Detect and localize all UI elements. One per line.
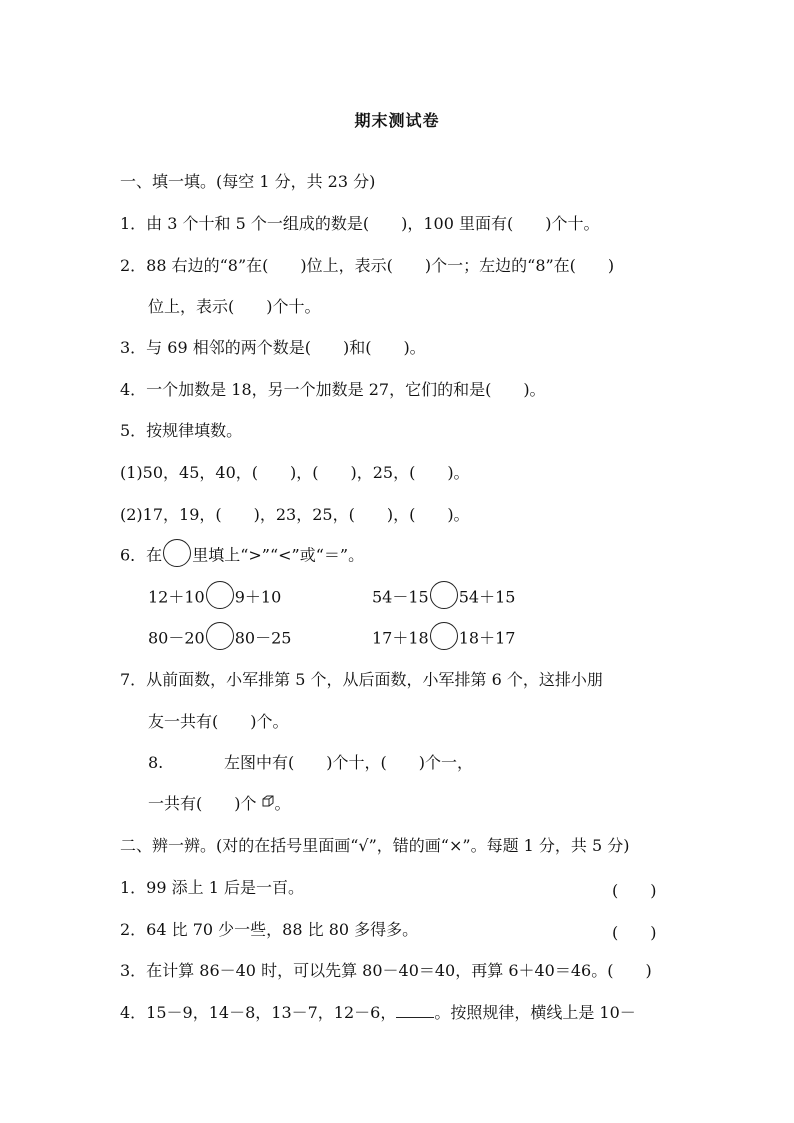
- question-8-line2: [148, 794, 291, 814]
- compare-circle-icon[interactable]: [430, 622, 458, 650]
- compare-left: 54－15: [372, 587, 429, 607]
- page-title: 期末测试卷: [354, 111, 440, 130]
- compare-item-b: [372, 587, 515, 609]
- compare-item-d: [372, 628, 515, 650]
- question-1: 1．由 3 个十和 5 个一组成的数是( )，100 里面有( )个十。: [120, 214, 600, 233]
- question-8-text: 一共有( )个: [148, 794, 257, 813]
- judge-4: [120, 1003, 636, 1023]
- question-3: 3．与 69 相邻的两个数是( )和( )。: [120, 338, 426, 357]
- compare-right: 80－25: [234, 628, 292, 648]
- judge-3: 3．在计算 86－40 时，可以先算 80－40＝40，再算 6＋40＝46。( ): [120, 961, 652, 980]
- compare-left: 12＋10: [148, 587, 205, 607]
- compare-right: 54＋15: [458, 587, 516, 607]
- compare-left: 17＋18: [372, 628, 429, 648]
- compare-circle-icon: [163, 539, 191, 567]
- judge-1: 1．99 添上 1 后是一百。: [120, 878, 304, 897]
- question-5-1: (1)50，45，40，( )，( )，25，( )。: [120, 463, 470, 482]
- compare-item-a: [148, 587, 281, 609]
- compare-left: 80－20: [148, 628, 205, 648]
- question-6-prefix: 6．在: [120, 545, 163, 565]
- section2-heading: 二、辨一辨。(对的在括号里面画“√”，错的画“×”。每题 1 分，共 5 分): [120, 836, 630, 855]
- judge-4-prefix: 4．15－9，14－8，13－7，12－6，: [120, 1003, 397, 1022]
- question-2-line1: 2．88 右边的“8”在( )位上，表示( )个一；左边的“8”在( ): [120, 256, 615, 275]
- question-8-period: 。: [274, 794, 291, 813]
- question-8-line1: 左图中有( )个十，( )个一，: [224, 753, 473, 772]
- question-6: [120, 545, 364, 567]
- judge-4-suffix: 。按照规律，横线上是 10－: [434, 1003, 636, 1022]
- judge-2: 2．64 比 70 少一些，88 比 80 多得多。: [120, 920, 419, 939]
- compare-right: 9＋10: [234, 587, 282, 607]
- question-8-number: 8.: [148, 753, 164, 772]
- question-5-2: (2)17，19，( )，23，25，( )，( )。: [120, 505, 470, 524]
- compare-item-c: [148, 628, 291, 650]
- compare-circle-icon[interactable]: [206, 622, 234, 650]
- cube-icon: [261, 794, 275, 808]
- question-4: 4．一个加数是 18，另一个加数是 27，它们的和是( )。: [120, 380, 546, 399]
- question-5: 5．按规律填数。: [120, 421, 243, 440]
- question-7-line1: 7．从前面数，小军排第 5 个，从后面数，小军排第 6 个，这排小朋: [120, 670, 603, 689]
- judge-2-answer[interactable]: ( ): [612, 923, 657, 942]
- question-6-suffix: 里填上“>”“<”或“＝”。: [192, 545, 365, 565]
- compare-right: 18＋17: [458, 628, 516, 648]
- question-7-line2: 友一共有( )个。: [148, 712, 289, 731]
- compare-circle-icon[interactable]: [206, 581, 234, 609]
- question-2-line2: 位上，表示( )个十。: [148, 297, 321, 316]
- compare-circle-icon[interactable]: [430, 581, 458, 609]
- answer-blank[interactable]: [396, 1003, 434, 1018]
- section1-heading: 一、填一填。(每空 1 分，共 23 分): [120, 172, 376, 191]
- judge-1-answer[interactable]: ( ): [612, 881, 657, 900]
